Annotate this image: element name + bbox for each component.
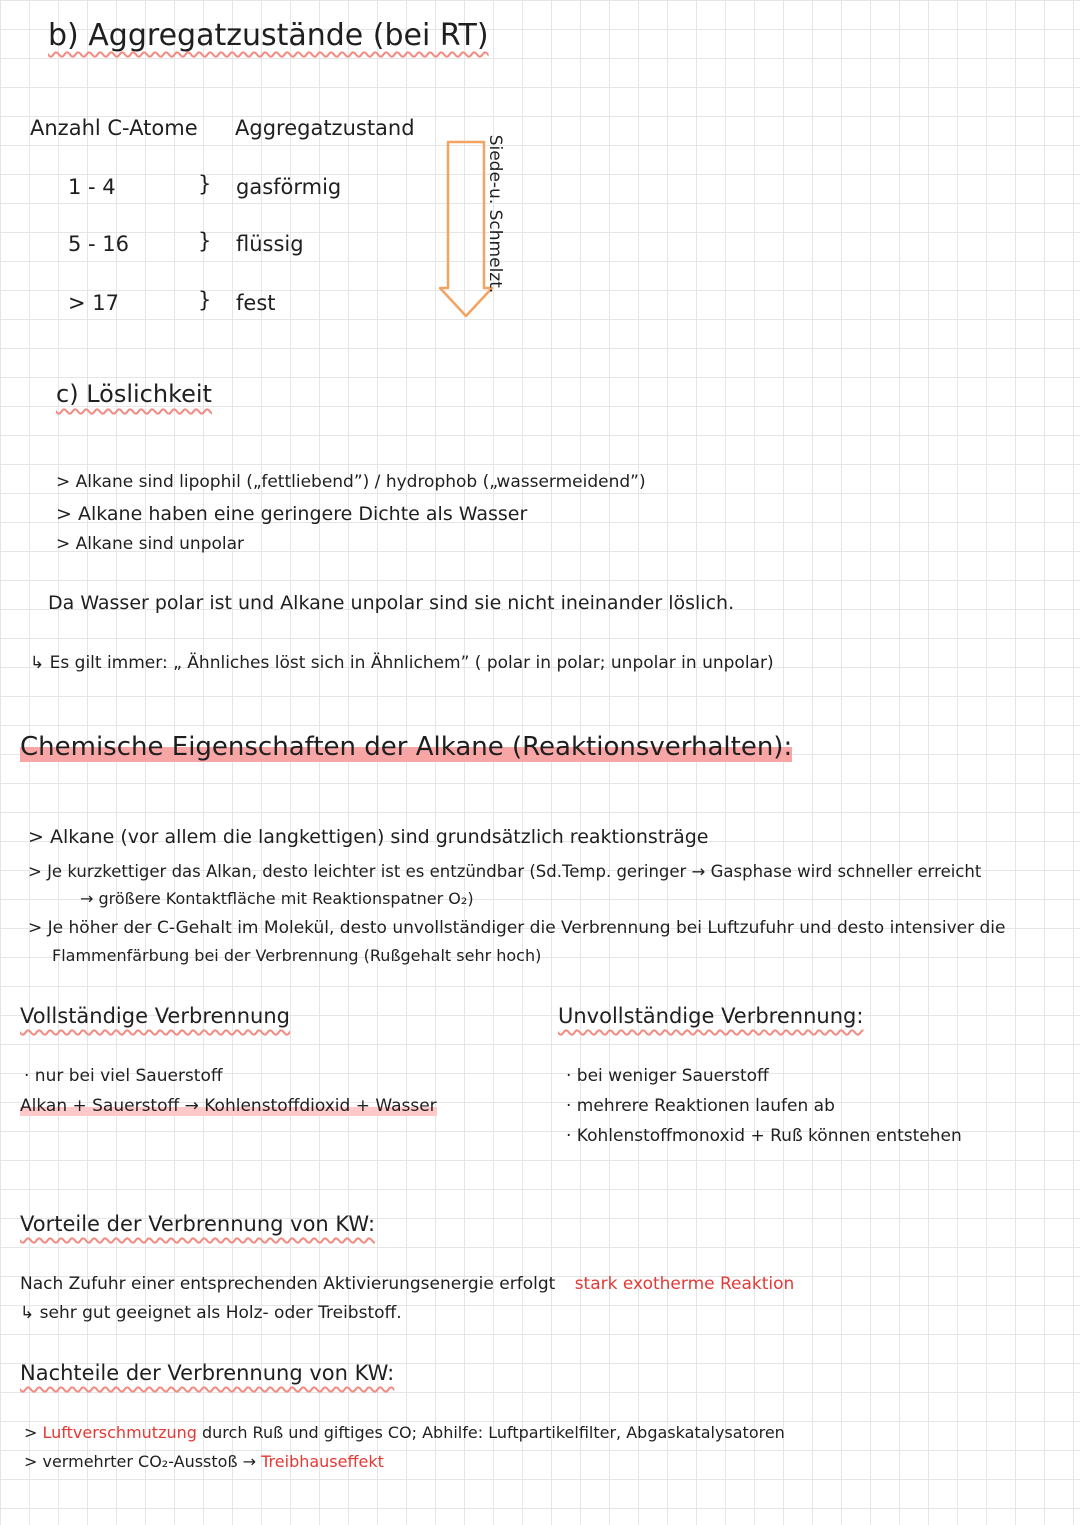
disadvantages-bullet-2: [24, 1452, 384, 1471]
c-bullet-2: > Alkane haben eine geringere Dichte als Wasser: [56, 503, 528, 525]
complete-equation-row: [20, 1096, 437, 1116]
row-brace-3: }: [198, 288, 212, 312]
heading-vorteile: Vorteile der Verbrennung von KW:: [20, 1212, 376, 1236]
heading-loeslichkeit: c) Löslichkeit: [56, 380, 212, 408]
heading-nachteile: Nachteile der Verbrennung von KW:: [20, 1361, 395, 1385]
row-range-1: 1 - 4: [68, 175, 116, 199]
chem-bullet-1: > Alkane (vor allem die langkettigen) sind grundsätzlich reaktionsträge: [28, 826, 709, 848]
incomplete-bullet-2: · mehrere Reaktionen laufen ab: [566, 1096, 835, 1116]
disadvantages-bullet-2-red: Treibhauseffekt: [261, 1452, 384, 1471]
chem-bullet-3-cont: Flammenfärbung bei der Verbrennung (Rußgehalt sehr hoch): [52, 946, 542, 965]
row-state-2: flüssig: [236, 232, 304, 256]
chem-bullet-2: > Je kurzkettiger das Alkan, desto leichter ist es entzündbar (Sd.Temp. geringer → Gasphase wird schneller erreicht: [28, 862, 982, 881]
heading-unvollstaendige-verbrennung: Unvollständige Verbrennung:: [558, 1004, 864, 1028]
advantages-line-1: [20, 1274, 794, 1294]
row-state-3: fest: [236, 291, 276, 315]
advantages-line-1-text: Nach Zufuhr einer entsprechenden Aktivierungsenergie erfolgt: [20, 1274, 556, 1294]
complete-bullet: · nur bei viel Sauerstoff: [24, 1066, 223, 1086]
disadvantages-bullet-1: [24, 1423, 785, 1442]
heading-vollstaendige-verbrennung: Vollständige Verbrennung: [20, 1004, 290, 1028]
chem-bullet-2-cont: → größere Kontaktfläche mit Reaktionspatner O₂): [80, 889, 474, 908]
arrow-label: Siede-u. Schmelzt.: [485, 134, 505, 294]
disadvantages-bullet-2-prefix: > vermehrter CO₂-Ausstoß →: [24, 1452, 257, 1471]
c-rule: ↳ Es gilt immer: „ Ähnliches löst sich in Ähnlichem” ( polar in polar; unpolar in unpolar): [30, 653, 774, 673]
heading-chemische-eigenschaften: [20, 732, 792, 762]
incomplete-bullet-3: · Kohlenstoffmonoxid + Ruß können entstehen: [566, 1126, 962, 1146]
chem-bullet-3: > Je höher der C-Gehalt im Molekül, desto unvollständiger die Verbrennung bei Luftzufuhr und desto intensiver die: [28, 918, 1006, 938]
row-brace-2: }: [198, 229, 212, 253]
advantages-line-1-red: stark exotherme Reaktion: [574, 1274, 795, 1294]
disadvantages-bullet-1-red: Luftverschmutzung: [42, 1423, 197, 1442]
row-range-3: > 17: [68, 291, 119, 315]
c-conclusion: Da Wasser polar ist und Alkane unpolar sind sie nicht ineinander löslich.: [48, 592, 735, 614]
row-state-1: gasförmig: [236, 175, 342, 199]
disadvantages-bullet-1-rest: durch Ruß und giftiges CO; Abhilfe: Luftpartikelfilter, Abgaskatalysatoren: [202, 1423, 785, 1442]
c-bullet-1: > Alkane sind lipophil („fettliebend”) / hydrophob („wassermeidend”): [56, 472, 646, 492]
heading-chemische-eigenschaften-text: Chemische Eigenschaften der Alkane (Reaktionsverhalten):: [20, 732, 793, 762]
advantages-line-2: ↳ sehr gut geeignet als Holz- oder Treibstoff.: [20, 1303, 402, 1323]
c-bullet-3: > Alkane sind unpolar: [56, 534, 245, 554]
row-brace-1: }: [198, 172, 212, 196]
column-header-atoms: Anzahl C-Atome: [30, 116, 198, 140]
disadvantages-bullet-1-prefix: >: [24, 1423, 38, 1442]
column-header-state: Aggregatzustand: [235, 116, 415, 140]
row-range-2: 5 - 16: [68, 232, 130, 256]
incomplete-bullet-1: · bei weniger Sauerstoff: [566, 1066, 769, 1086]
heading-aggregatzustaende: b) Aggregatzustände (bei RT): [48, 18, 489, 53]
complete-equation: Alkan + Sauerstoff → Kohlenstoffdioxid + Wasser: [20, 1096, 437, 1116]
